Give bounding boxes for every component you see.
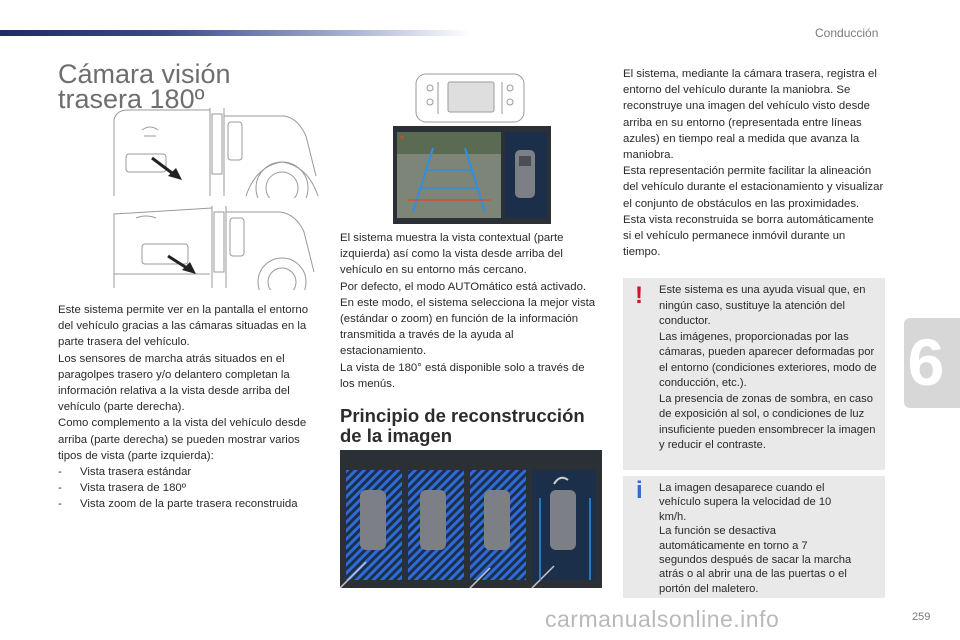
view-list-item	[58, 496, 320, 512]
right-paragraph-1: El sistema, mediante la cámara trasera, registra el entorno del vehículo durante la maniobra. Se reconstruye una imagen del vehículo visto desde arriba en su entorno (representada entre líneas azules) en tiempo real a medida que avanza la maniobra.	[623, 68, 877, 162]
middle-paragraph-3: En este modo, el sistema selecciona la mejor vista (estándar o zoom) en función de la información transmitida a través de la ayuda al estacionamiento.	[340, 296, 596, 358]
view-list-item	[58, 480, 320, 496]
page-title	[58, 59, 231, 114]
watermark: carmanualsonline.info	[545, 606, 780, 632]
middle-paragraph-4: La vista de 180° está disponible solo a través de los menús.	[340, 361, 585, 390]
warning-paragraph-3: La presencia de zonas de sombra, en caso de exposición al sol, o condiciones de luz insuficiente pueden ensombrecer la imagen y reducir el contraste.	[659, 392, 876, 451]
list-item-text: Vista zoom de la parte trasera reconstruida	[80, 498, 298, 511]
image-reconstruction-sequence	[340, 450, 602, 588]
view-list-item	[58, 464, 320, 480]
middle-paragraph-2: Por defecto, el modo AUTOmático está activado.	[340, 280, 587, 293]
section-subheading	[340, 406, 585, 446]
right-paragraph-3: Esta vista reconstruida se borra automáticamente si el vehículo permanece inmóvil durante un tiempo.	[623, 213, 874, 259]
list-item-text: Vista trasera de 180º	[80, 482, 186, 495]
warning-paragraph-2: Las imágenes, proporcionadas por las cámaras, pueden aparecer deformadas por el entorno (condiciones exteriores, modo de conducción, etc.).	[659, 330, 877, 389]
page-title-line2: trasera 180º	[58, 84, 205, 114]
subheading-line2: de la imagen	[340, 425, 453, 446]
svg-text:✕: ✕	[399, 135, 405, 142]
info-note-text	[659, 481, 855, 596]
info-paragraph-2: La función se desactiva automáticamente en torno a 7 segundos después de sacar la marcha atrás o al abrir una de las puertas o el portón del maletero.	[659, 525, 852, 595]
van-rear-camera-illustration-top	[112, 106, 322, 198]
info-paragraph-1: La imagen desaparece cuando el vehículo supera la velocidad de 10 km/h.	[659, 482, 832, 523]
warning-icon: !	[635, 282, 643, 309]
section-label: Conducción	[815, 26, 879, 40]
dashboard-screen-illustration	[414, 72, 526, 124]
page-number: 259	[912, 611, 931, 623]
warning-note-text	[659, 283, 879, 454]
rear-camera-display-screenshot	[393, 126, 551, 224]
list-dash: -	[58, 482, 62, 495]
info-note	[623, 476, 885, 598]
left-paragraph-3: Como complemento a la vista del vehículo desde arriba (parte derecha) se pueden mostrar varios tipos de vista (parte izquierda):	[58, 417, 307, 462]
page-title-line1: Cámara visión	[58, 59, 231, 89]
info-icon: i	[636, 477, 643, 504]
right-column-text	[623, 66, 885, 260]
left-paragraph-1: Este sistema permite ver en la pantalla el entorno del vehículo gracias a las cámaras situadas en la parte trasera del vehículo.	[58, 304, 309, 349]
header-accent-bar	[0, 30, 470, 36]
list-dash: -	[58, 466, 62, 479]
list-item-text: Vista trasera estándar	[80, 466, 192, 479]
left-paragraph-2: Los sensores de marcha atrás situados en el paragolpes trasero y/o delantero completan la información relativa a la vista desde arriba del vehículo (parte derecha).	[58, 352, 290, 414]
left-column-text	[58, 302, 320, 513]
right-paragraph-2: Esta representación permite facilitar la alineación del vehículo durante el estacionamiento y visualizar el conjunto de obstáculos en las proximidades.	[623, 165, 884, 210]
warning-paragraph-1: Este sistema es una ayuda visual que, en ningún caso, sustituye la atención del conductor.	[659, 284, 866, 327]
subheading-line1: Principio de reconstrucción	[340, 405, 585, 426]
middle-paragraph-1: El sistema muestra la vista contextual (parte izquierda) así como la vista desde arriba del vehículo en su entorno más cercano.	[340, 232, 564, 277]
list-dash: -	[58, 498, 62, 511]
van-rear-camera-illustration-bottom	[112, 204, 322, 290]
warning-note	[623, 278, 885, 470]
middle-column-text	[340, 230, 602, 392]
chapter-number: 6	[907, 325, 945, 399]
